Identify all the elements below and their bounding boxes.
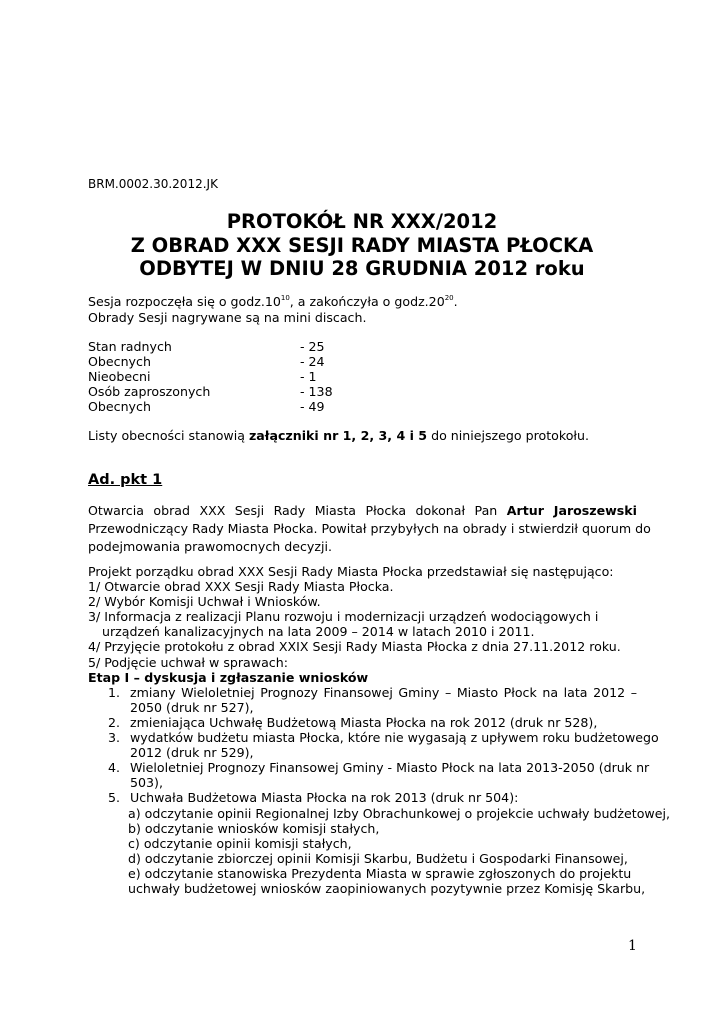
title-line-3: ODBYTEJ W DNIU 28 GRUDNIA 2012 roku — [139, 257, 585, 280]
document-reference: BRM.0002.30.2012.JK — [88, 177, 218, 191]
resolution-list: 1. zmiany Wieloletniej Prognozy Finansowej Gminy – Miasto Płock na lata 2012 – 2050 (druk nr 527), 2. zmieniająca Uchwałę Budżetową Miasta Płocka na rok 2012 (druk nr 528), 3. wydatków budżetu miasta Płocka, które nie wygasają z upływem roku budżetowego 2012 (druk nr 529), 4. Wieloletniej Prognozy Finansowej Gminy - Miasto Płock na lata 2013-2050 (druk nr 503), 5. Uchwała Budżetowa Miasta Płocka na rok 2013 (druk nr 504): a) odczytanie opinii Regionalnej Izby Obrachunkowej o projekcie uchwały budżetowej, b) odczytanie wniosków komisji stałych, c) odczytanie opinii komisji stałych, d) odczytanie zbiorczej opinii Komisji Skarbu, Budżetu i Gospodarki Finansowej, e) odczytanie stanowiska Prezydenta Miasta w sprawie zgłoszonych do projektu uchwały budżetowej wniosków zaopiniowanych pozytywnie przez Komisję Skarbu, — [88, 685, 641, 896]
list-item: 1. zmiany Wieloletniej Prognozy Finansowej Gminy – Miasto Płock na lata 2012 – — [108, 684, 637, 700]
list-item: 2. zmieniająca Uchwałę Budżetową Miasta Płocka na rok 2012 (druk nr 528), — [108, 714, 598, 730]
sub-item: d) odczytanie zbiorczej opinii Komisji Skarbu, Budżetu i Gospodarki Finansowej, — [128, 850, 628, 866]
sub-item: a) odczytanie opinii Regionalnej Izby Obrachunkowej o projekcie uchwały budżetowej, — [128, 805, 670, 821]
session-times: Sesja rozpoczęła się o $godz.10^{10}$, a zakończyła o $godz.20^{20}$. — [88, 294, 458, 309]
page-number: 1 — [628, 938, 637, 954]
list-item: 3. wydatków budżetu miasta Płocka, które nie wygasają z upływem roku budżetowego — [108, 730, 659, 746]
list-item: 4. Wieloletniej Prognozy Finansowej Gminy - Miasto Płock na lata 2013-2050 (druk nr — [108, 760, 650, 776]
agenda-item: 2/ Wybór Komisji Uchwał i Wniosków. — [88, 594, 321, 610]
agenda-item-continuation: urządzeń kanalizacyjnych na lata 2009 – 2014 w latach 2010 i 2011. — [102, 624, 535, 640]
recording-note: Obrady Sesji nagrywane są na mini discach. — [88, 310, 367, 325]
sub-item: b) odczytanie wniosków komisji stałych, — [128, 820, 380, 836]
agenda — [88, 564, 670, 897]
agenda-stage-heading: Etap I – dyskusja i zgłaszanie wniosków — [88, 669, 369, 685]
agenda-item: 4/ Przyjęcie protokołu z obrad XXIX Sesji Rady Miasta Płocka z dnia 27.11.2012 roku. — [88, 639, 621, 655]
opening-paragraph: Otwarcia obrad XXX Sesji Rady Miasta Płocka dokonał Pan Artur Jaroszewski Przewodniczący Rady Miasta Płocka. Powitał przybyłych na obrady i stwierdził quorum do podejmowania prawomocnych decyzji. — [88, 503, 651, 554]
sub-item: c) odczytanie opinii komisji stałych, — [128, 835, 352, 851]
title-line-2: Z OBRAD XXX SESJI RADY MIASTA PŁOCKA — [130, 233, 594, 257]
section-heading: Ad. pkt 1 — [88, 472, 163, 488]
title-line-1: PROTOKÓŁ NR XXX/2012 — [226, 210, 498, 233]
sub-item: uchwały budżetowej wniosków zaopiniowanych pozytywnie przez Komisję Skarbu, — [128, 881, 646, 897]
agenda-item: 1/ Otwarcie obrad XXX Sesji Rady Miasta Płocka. — [88, 579, 394, 595]
agenda-item: 3/ Informacja z realizacji Planu rozwoju i modernizacji urządzeń wodociągowych i — [88, 609, 599, 625]
sub-item: e) odczytanie stanowiska Prezydenta Miasta w sprawie zgłoszonych do projektu — [128, 865, 632, 881]
agenda-intro: Projekt porządku obrad XXX Sesji Rady Miasta Płocka przedstawiał się następująco: — [88, 564, 614, 579]
list-item: 5. Uchwała Budżetowa Miasta Płocka na rok 2013 (druk nr 504): — [108, 790, 519, 806]
document-title — [0, 210, 724, 281]
agenda-item: 5/ Podjęcie uchwał w sprawach: — [88, 654, 288, 670]
document-page: BRM.0002.30.2012.JK PROTOKÓŁ NR XXX/2012 Z OBRAD XXX SESJI RADY MIASTA PŁOCKA ODBYTEJ W DNIU 28 GRUDNIA 2012 roku Sesja rozpoczęła się o $godz.10^{10}$, a zakończyła o $godz.20^{20}$. Obrady Sesji nagrywane są na mini discach. Stan radnych - 25 Obecnych - 24 Nieobecni - 1 Osób zaproszonych - 138 Obecnych - 49 Listy obecności stanowią załączniki nr 1, 2, 3, 4 i 5 do niniejszego protokołu. Ad. pkt 1 Otwarcia obrad XXX Sesji Rady Miasta Płocka dokonał Pan Artur Jaroszewski Przewodniczący Rady Miasta Płocka. Powitał przybyłych na obrady i stwierdził quorum do podejmowania prawomocnych decyzji. Projekt porządku obrad XXX Sesji Rady Miasta Płocka przedstawiał się następująco: 1/ Otwarcie obrad XXX Sesji Rady Miasta Płocka. 2/ Wybór Komisji Uchwał i Wniosków. 3/ Informacja z realizacji Planu rozwoju i modernizacji urządzeń wodociągowych i urządzeń kanalizacyjnych na lata 2009 – 2014 w latach 2010 i 2011. 4/ Przyjęcie protokołu z obrad XXIX Sesji Rady Miasta Płocka z dnia 27.11.2012 roku. 5/ Podjęcie uchwał w sprawach: Etap I – dyskusja i zgłaszanie wniosków 1. zmiany Wieloletniej Prognozy Finansowej Gminy – Miasto Płock na lata 2012 – 2050 (druk nr 527), 2. zmieniająca Uchwałę Budżetową Miasta Płocka na rok 2012 (druk nr 528), 3. wydatków budżetu miasta Płocka, które nie wygasają z upływem roku budżetowego 2012 (druk nr 529), 4. Wieloletniej Prognozy Finansowej Gminy - Miasto Płock na lata 2013-2050 (druk nr 503), 5. Uchwała Budżetowa Miasta Płocka na rok 2013 (druk nr 504): a) odczytanie opinii Regionalnej Izby Obrachunkowej o projekcie uchwały budżetowej, b) odczytanie wniosków komisji stałych, c) odczytanie opinii komisji stałych, d) odczytanie zbiorczej opinii Komisji Skarbu, Budżetu i Gospodarki Finansowej, e) odczytanie stanowiska Prezydenta Miasta w sprawie zgłoszonych do projektu uchwały budżetowej wniosków zaopiniowanych pozytywnie przez Komisję Skarbu, 1 — [0, 0, 724, 1024]
attendance-note: Listy obecności stanowią załączniki nr 1, 2, 3, 4 i 5 do niniejszego protokołu. — [88, 428, 589, 443]
